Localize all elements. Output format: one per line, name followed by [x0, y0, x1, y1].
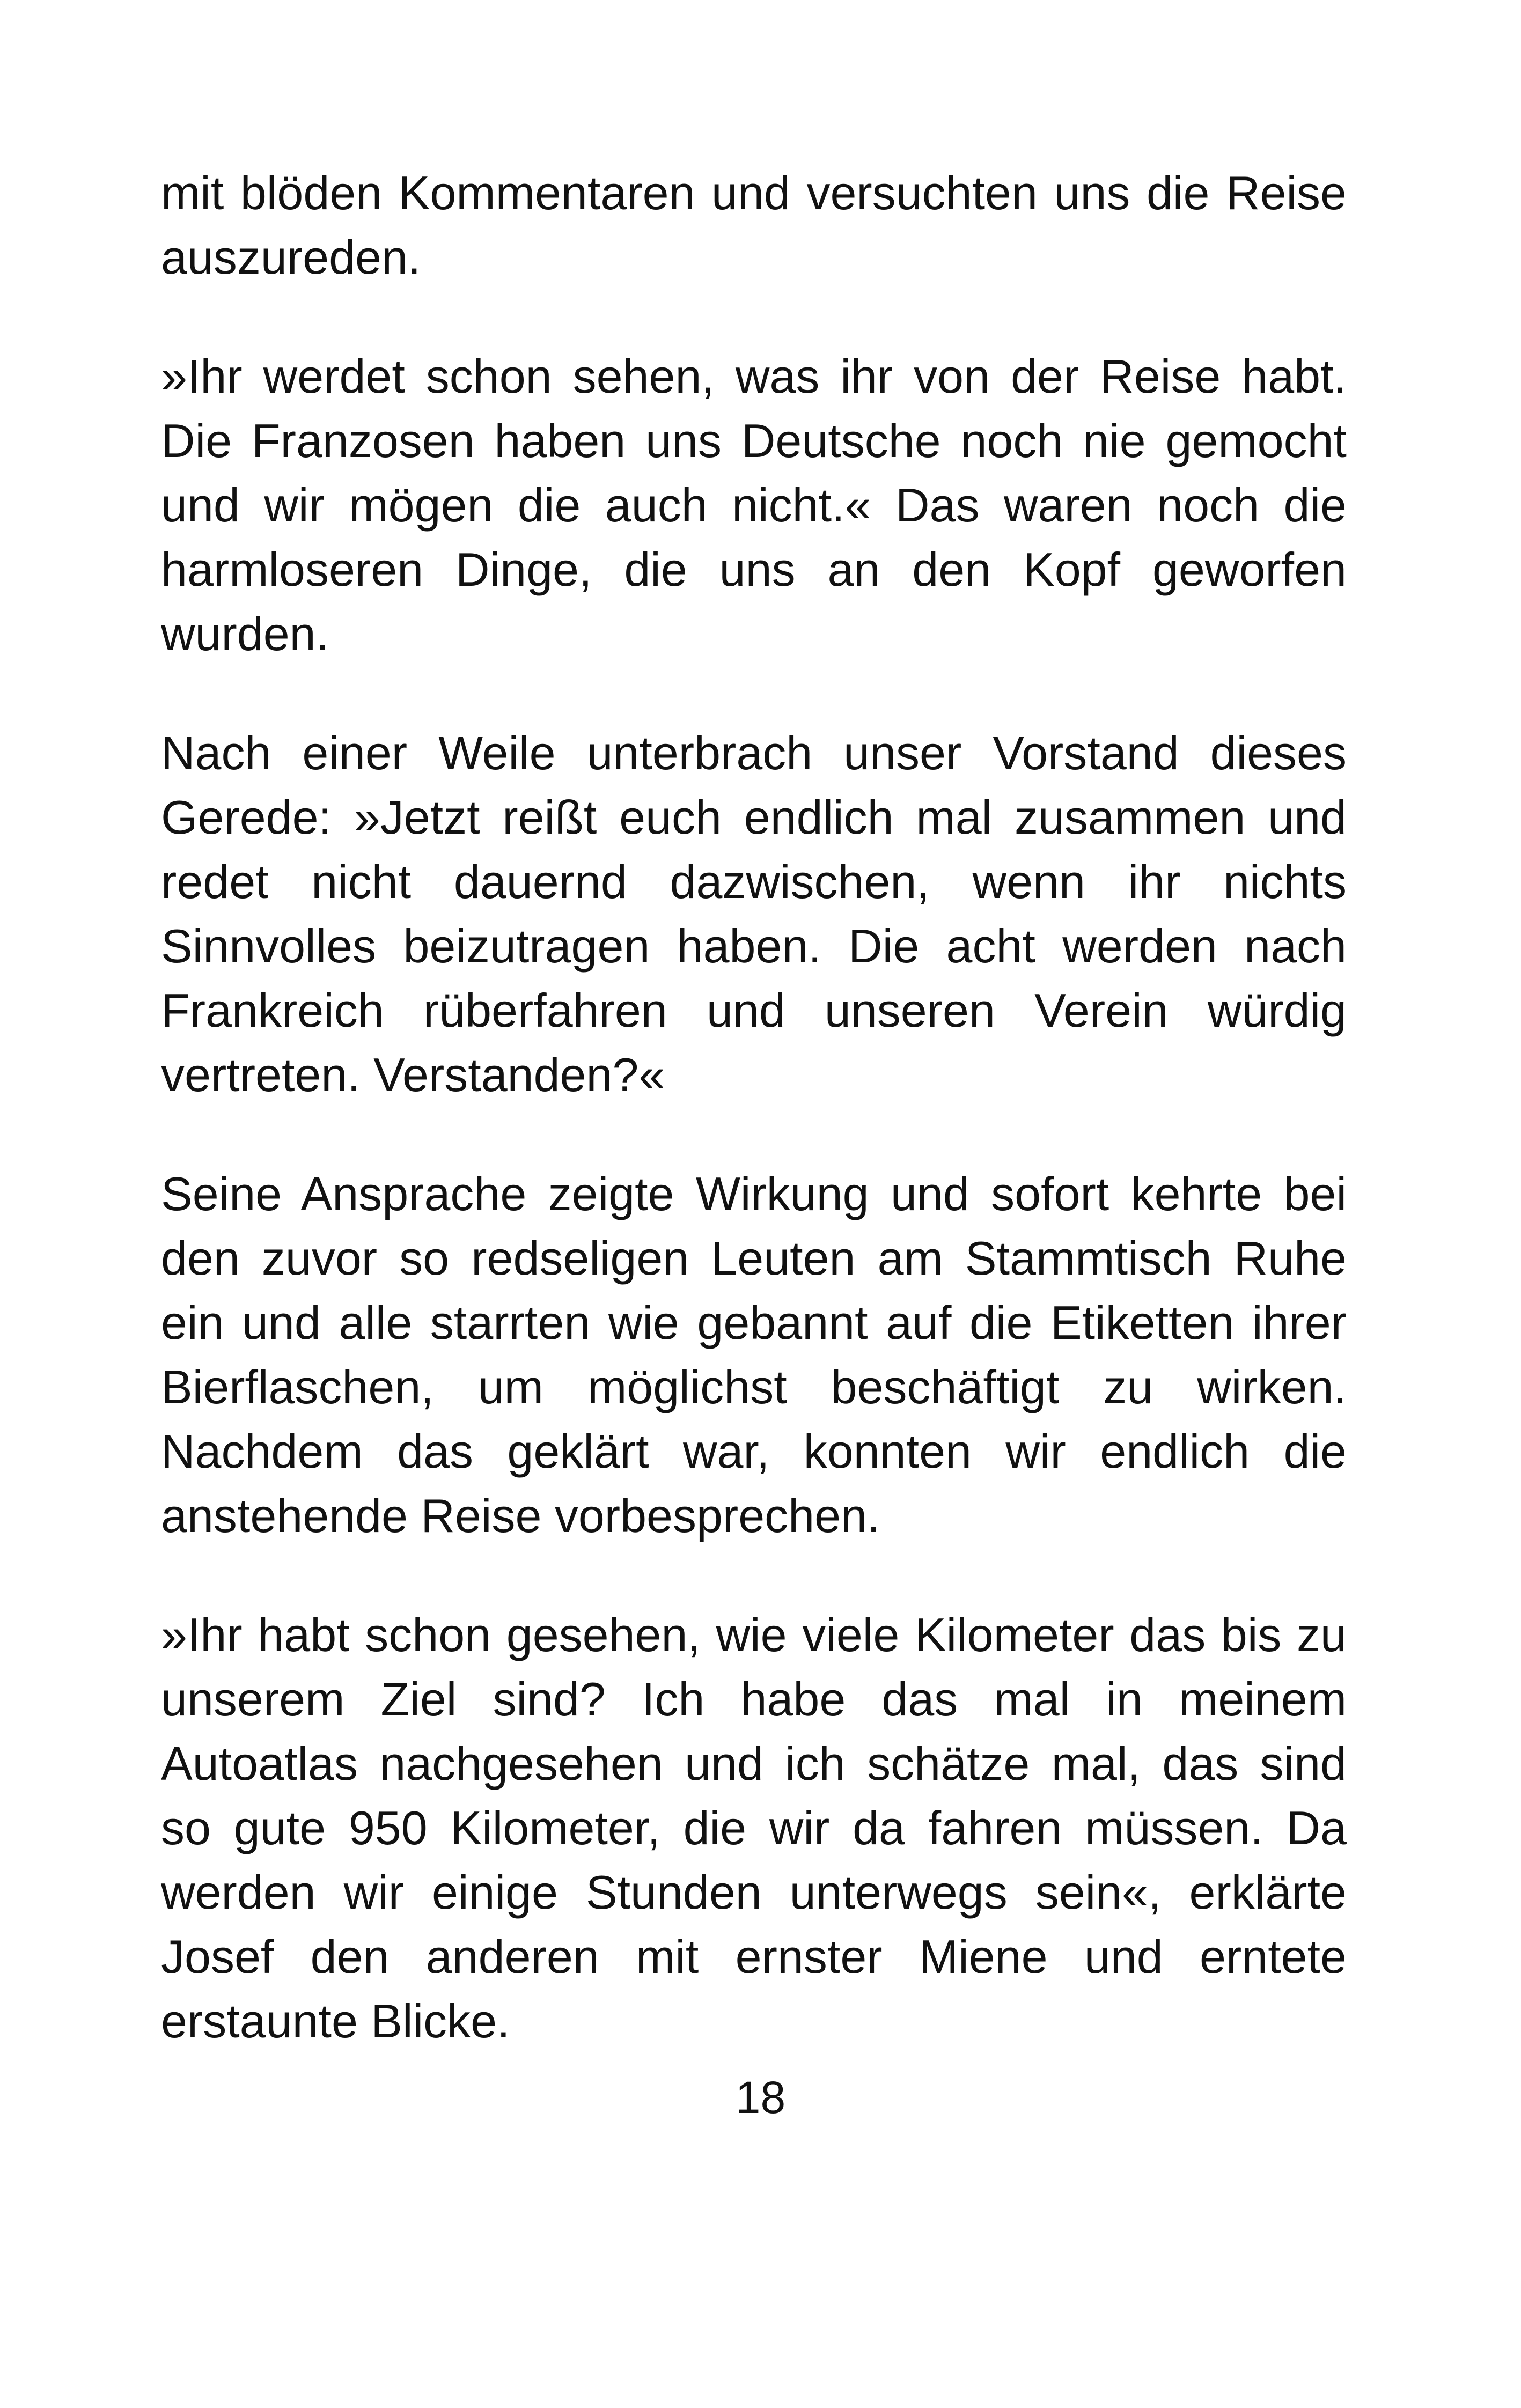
paragraph-1: mit blöden Kommentaren und versuchten uns die Reise auszureden.	[161, 166, 1347, 284]
paragraph-3: Nach einer Weile unterbrach unser Vorstand dieses Gerede: »Jetzt reißt euch endlich mal zusammen und redet nicht dauernd dazwischen, wenn ihr nichts Sinnvolles beizutragen haben. Die acht werden nach Frankreich rüberfahren und unseren Verein würdig vertreten. Verstanden?«	[161, 726, 1347, 1101]
body-text	[161, 161, 1347, 2108]
paragraph-4: Seine Ansprache zeigte Wirkung und sofort kehrte bei den zuvor so redseligen Leuten am Stammtisch Ruhe ein und alle starrten wie gebannt auf die Etiketten ihrer Bierflaschen, um möglichst beschäftigt zu wirken. Nachdem das geklärt war, konnten wir endlich die anstehende Reise vorbesprechen.	[161, 1167, 1347, 1542]
paragraph-5: »Ihr habt schon gesehen, wie viele Kilometer das bis zu unserem Ziel sind? Ich habe das mal in meinem Autoatlas nachgesehen und ich schätze mal, das sind so gute 950 Kilometer, die wir da fahren müssen. Da werden wir einige Stunden unterwegs sein«, erklärte Josef den anderen mit ernster Miene und erntete erstaunte Blicke.	[161, 1608, 1347, 2048]
page-number: 18	[735, 2072, 786, 2123]
paragraph-2: »Ihr werdet schon sehen, was ihr von der Reise habt. Die Franzosen haben uns Deutsche noch nie gemocht und wir mögen die auch nicht.« Das waren noch die harmloseren Dinge, die uns an den Kopf geworfen wurden.	[161, 350, 1347, 660]
